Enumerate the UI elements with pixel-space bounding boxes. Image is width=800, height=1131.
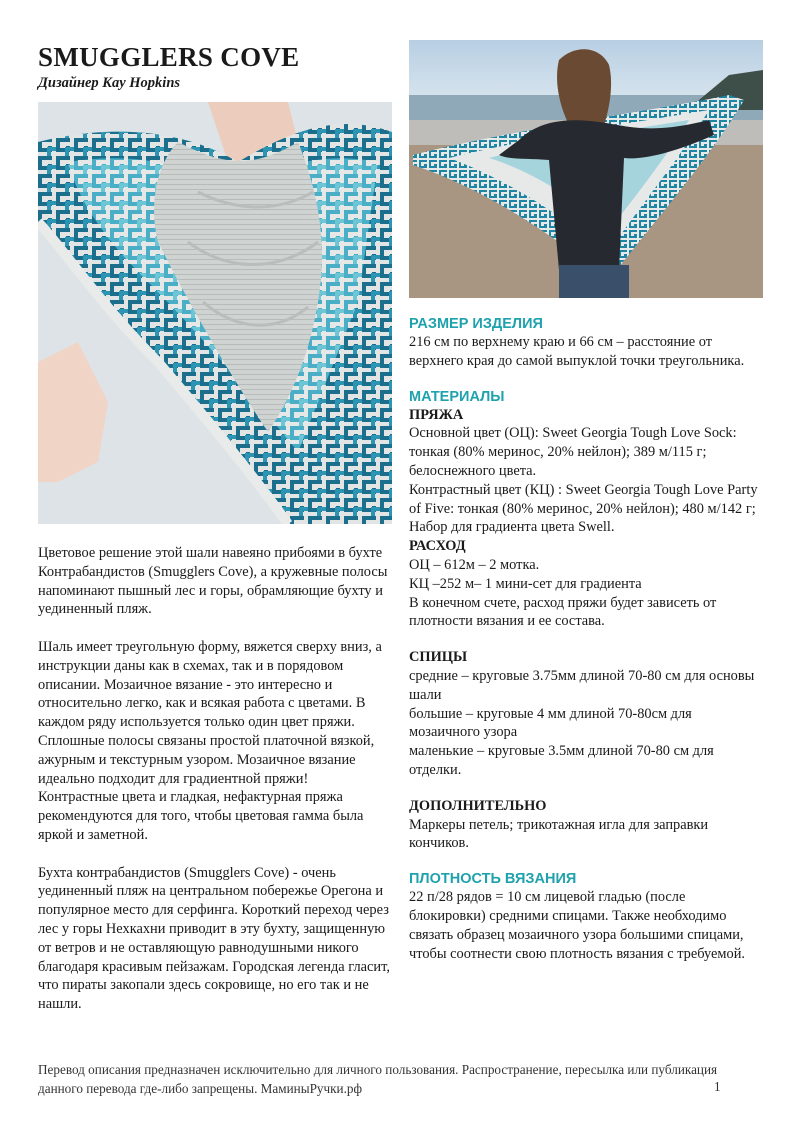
intro-paragraph: Бухта контрабандистов (Smugglers Cove) - очень уединенный пляж на центральном побережье Орегона и популярное место для серфинга. Короткий переход через лес у горы Нехкахни приводит в эту бухту, защищенную от ветров и не оставляющую равнодушными никого благодаря красивым пейзажам. Городская легенда гласит, что пираты закопали здесь сокровище, но его так и не нашли. (38, 864, 390, 1013)
size-section (409, 315, 763, 371)
extra-heading: ДОПОЛНИТЕЛЬНО (409, 797, 547, 814)
shawl-beach-photo (409, 40, 763, 298)
gauge-section (409, 870, 763, 963)
usage-heading: РАСХОД (409, 538, 466, 555)
size-text: 216 см по верхнему краю и 66 см – расстояние от верхнего края до самой выпуклой точки треугольника. (409, 334, 745, 369)
needles-line: маленькие – круговые 3.5мм длиной 70-80 см для отделки. (409, 743, 714, 778)
right-column (409, 40, 763, 963)
gauge-text: 22 п/28 рядов = 10 см лицевой гладью (после блокировки) средними спицами. Также необходимо связать образец мозаичного узора большими спицами, чтобы соотнести свою плотность вязания с требуемой. (409, 889, 746, 962)
usage-line: ОЦ – 612м – 2 мотка. (409, 556, 540, 573)
materials-heading: МАТЕРИАЛЫ (409, 388, 505, 405)
contrast-color-text: Контрастный цвет (КЦ) : Sweet Georgia Tough Love Party of Five: тонкая (80% меринос, 20% нейлон); 480 м/142 г; Набор для градиента цвета Swell. (409, 481, 758, 536)
pattern-title: SMUGGLERS COVE (38, 42, 300, 72)
yarn-heading: ПРЯЖА (409, 406, 464, 423)
page-number: 1 (714, 1079, 721, 1094)
designer-credit: Дизайнер Kay Hopkins (38, 75, 181, 91)
intro-text (38, 544, 392, 1014)
left-column (38, 42, 392, 1014)
intro-paragraph: Цветовое решение этой шали навеяно прибоями в бухте Контрабандистов (Smugglers Cove), а кружевные полосы напоминают пышный лес и горы, обрамляющие бухту и уединенный пляж. (38, 545, 388, 618)
usage-line: В конечном счете, расход пряжи будет зависеть от плотности вязания и ее состава. (409, 594, 717, 630)
main-color-text: Основной цвет (ОЦ): Sweet Georgia Tough Love Sock: тонкая (80% меринос, 20% нейлон); 389 м/115 г; белоснежного цвета. (409, 425, 737, 479)
needles-line: большие – круговые 4 мм длиной 70-80см для мозаичного узора (409, 705, 692, 741)
extra-text: Маркеры петель; трикотажная игла для заправки кончиков. (409, 816, 709, 852)
gauge-heading: ПЛОТНОСТЬ ВЯЗАНИЯ (409, 871, 577, 888)
footer-disclaimer: Перевод описания предназначен исключительно для личного пользования. Распространение, пересылка или публикация данного перевода где-либо запрещены. МаминыРучки.рф (38, 1062, 718, 1096)
intro-paragraph: Шаль имеет треугольную форму, вяжется сверху вниз, а инструкции даны как в схемах, так и в порядовом описании. Мозаичное вязание - это интересно и относительно легко, как и всякая работа с цветами. В каждом ряду используется только один цвет пряжи. Сплошные полосы связаны простой платочной вязкой, ажурным и текстурным узором. Мозаичное вязание идеально подходит для градиентной пряжи! Контрастные цвета и гладкая, нефактурная пряжа рекомендуются для того, чтобы цветовая гамма была яркой и заметной. (38, 638, 382, 843)
usage-line: КЦ –252 м– 1 мини-сет для градиента (409, 575, 642, 592)
materials-section (409, 388, 763, 854)
shawl-closeup-photo (38, 102, 392, 524)
size-heading: РАЗМЕР ИЗДЕЛИЯ (409, 316, 543, 332)
needles-heading: СПИЦЫ (409, 649, 468, 666)
needles-line: средние – круговые 3.75мм длиной 70-80 см для основы шали (409, 667, 755, 703)
